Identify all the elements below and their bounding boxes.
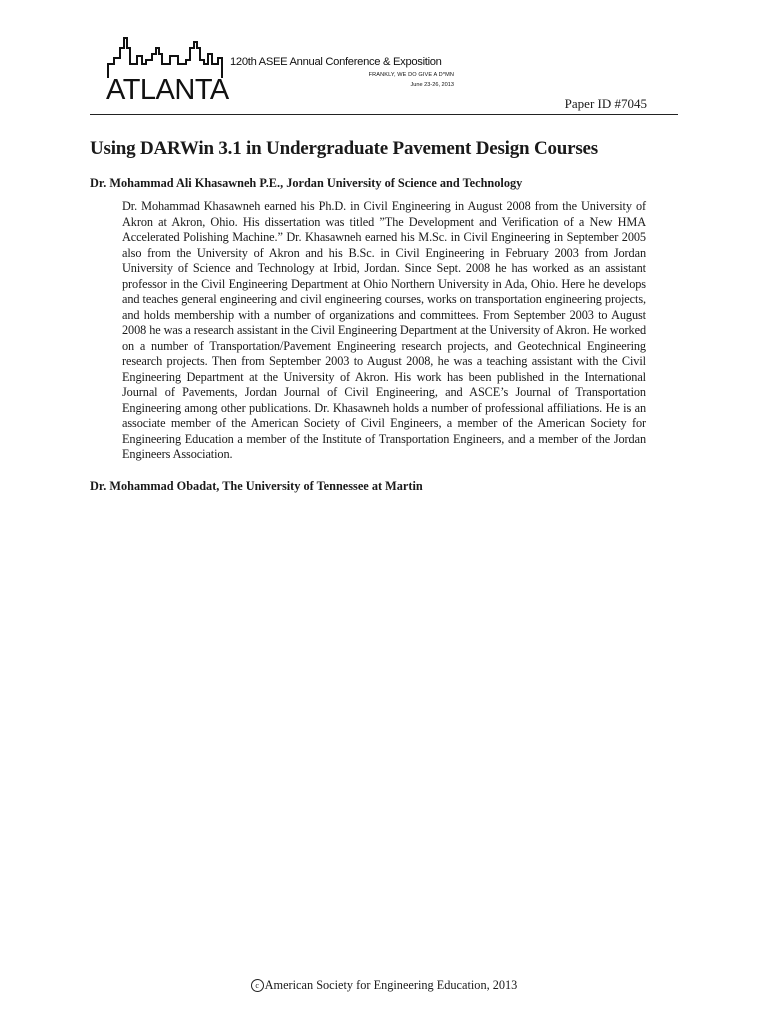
- copyright-footer: [0, 978, 768, 993]
- copyright-text: American Society for Engineering Education, 2013: [264, 978, 518, 992]
- author-name: Dr. Mohammad Obadat, The University of Tennessee at Martin: [90, 479, 423, 493]
- paper-id: Paper ID #7045: [564, 96, 647, 111]
- conference-tagline: FRANKLY, WE DO GIVE A D*MN: [368, 72, 454, 78]
- conference-title: 120th ASEE Annual Conference & Exposition: [230, 56, 442, 68]
- atlanta-skyline-logo: [104, 34, 229, 106]
- logo-wordmark: ATLANTA: [106, 74, 229, 106]
- author-name: Dr. Mohammad Ali Khasawneh P.E., Jordan University of Science and Technology: [90, 176, 523, 190]
- paper-title: Using DARWin 3.1 in Undergraduate Pavement Design Courses: [90, 138, 598, 159]
- author-bio: Dr. Mohammad Khasawneh earned his Ph.D. in Civil Engineering in August 2008 from the University of Akron at Akron, Ohio. His dissertation was titled ”The Development and Verification of a New HMA Accelerated Polishing Machine.” Dr. Khasawneh earned his M.Sc. in Civil Engineering in September 2005 also from the University of Akron and his B.Sc. in Civil Engineering in February 2003 from Jordan University of Science and Technology at Irbid, Jordan. Since Sept. 2008 he has worked as an assistant professor in the Civil Engineering Department at Ohio Northern University in Ada, Ohio. Here he develops and teaches general engineering and civil engineering courses, works on transportation engineering projects, and holds membership with a number of organizations and committees. From September 2003 to August 2008 he was a research assistant in the Civil Engineering Department at the University of Akron. He worked on a number of Transportation/Pavement Engineering research projects, and Geotechnical Engineering research projects. Then from September 2003 to August 2008, he was a teaching assistant with the Civil Engineering Department at the University of Akron. His work has been published in the International Journal of Pavements, Jordan Journal of Civil Engineering, and ASCE’s Journal of Transportation Engineering among other publications. Dr. Khasawneh holds a number of professional affiliations. He is an associate member of the American Society of Civil Engineers, a member of the American Society for Engineering Education a member of the Institute of Transportation Engineers, and a member of the Jordan Engineers Association.: [122, 199, 646, 461]
- header-divider: [90, 114, 678, 115]
- conference-dates: June 23-26, 2013: [410, 82, 454, 88]
- copyright-icon: c: [251, 979, 264, 992]
